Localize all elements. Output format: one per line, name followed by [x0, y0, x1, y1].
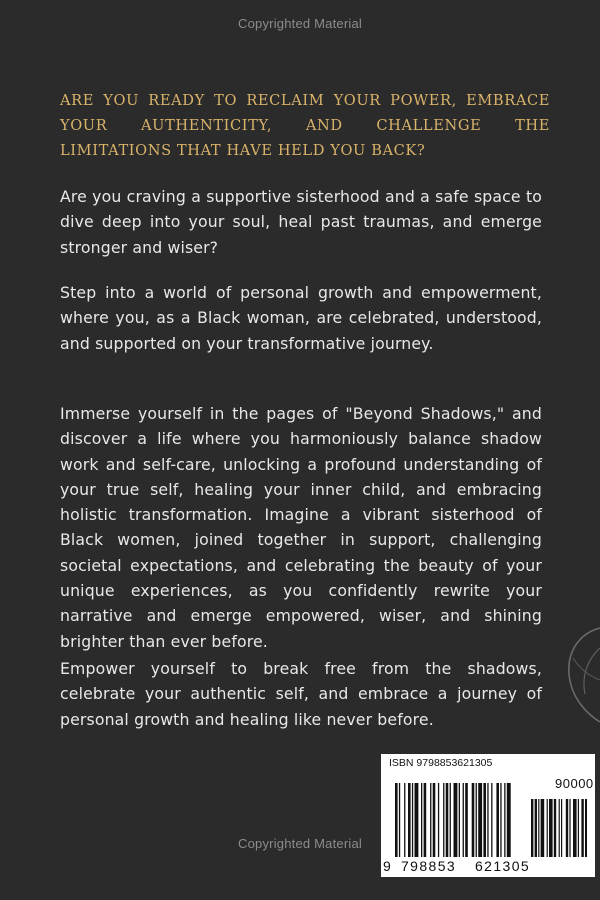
paragraph-2: Step into a world of personal growth and empowerment, where you, as a Black woman, are celebrated, understood, and supported on your transformative journey. — [60, 283, 542, 353]
leaf-outline-icon — [563, 618, 600, 738]
paragraph-1: Are you craving a supportive sisterhood and a safe space to dive deep into your soul, heal past traumas, and emerge stronger and wiser? — [60, 187, 542, 257]
paragraph-3: Immerse yourself in the pages of "Beyond Shadows," and discover a life where you harmoniously balance shadow work and self-care, unlocking a profound understanding of your true self, healing your inner child, and embracing holistic transformation. Imagine a vibrant sisterhood of Black women, joined together in support, challenging societal expectations, and celebrating the beauty of your unique experiences, as you confidently rewrite your narrative and emerge empowered, wiser, and shining brighter than ever before. — [60, 404, 542, 651]
isbn-label: ISBN 9798853621305 — [389, 757, 493, 769]
barcode-panel — [381, 754, 595, 877]
barcode-digits-group-2: 621305 — [475, 858, 531, 874]
watermark-bottom: Copyrighted Material — [238, 836, 362, 851]
headline: ARE YOU READY TO RECLAIM YOUR POWER, EMBRACE YOUR AUTHENTICITY, AND CHALLENGE THE LIMITATIONS THAT HAVE HELD YOU BACK? — [60, 92, 550, 159]
price-code: 90000 — [555, 776, 594, 791]
paragraph-4: Empower yourself to break free from the shadows, celebrate your authentic self, and embrace a journey of personal growth and healing like never before. — [60, 659, 542, 729]
barcode-digit-lead: 9 — [383, 858, 391, 874]
barcode-digits-group-1: 798853 — [401, 858, 457, 874]
watermark-top: Copyrighted Material — [238, 16, 362, 31]
